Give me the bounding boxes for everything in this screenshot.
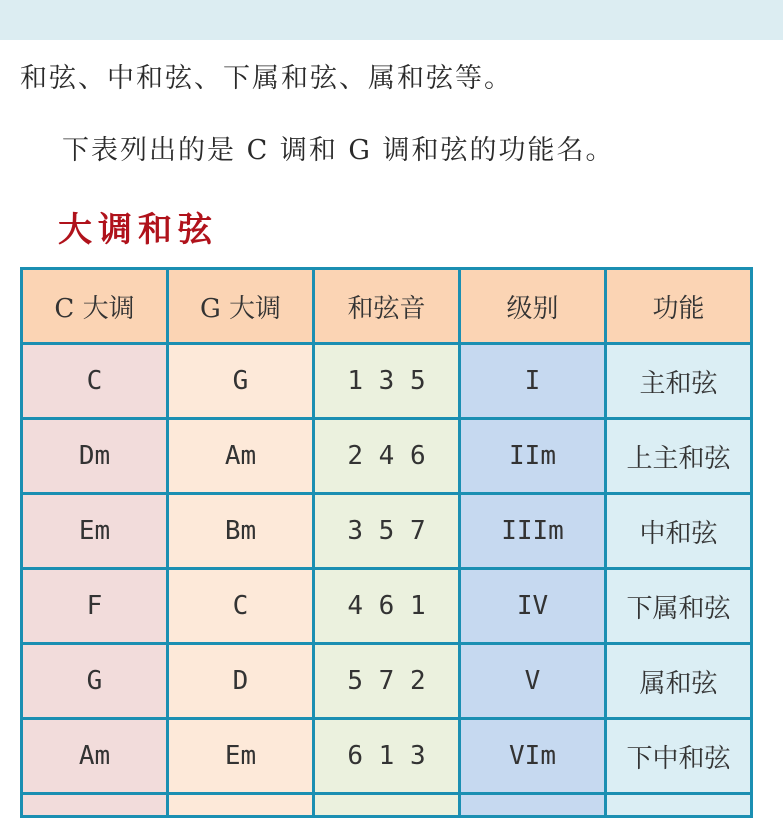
cell-chord-tones: 6 1 3 [314, 719, 460, 794]
header-degree: 级别 [460, 269, 606, 344]
table-row [22, 569, 752, 644]
table-row [22, 719, 752, 794]
cell-partial [22, 794, 168, 817]
cell-partial [314, 794, 460, 817]
cell-c-major: Dm [22, 419, 168, 494]
cell-c-major: Am [22, 719, 168, 794]
cell-c-major: G [22, 644, 168, 719]
table-row [22, 494, 752, 569]
section-title: 大调和弦 [58, 210, 218, 250]
cell-g-major: Em [168, 719, 314, 794]
table-row [22, 644, 752, 719]
table-row-partial [22, 794, 752, 817]
cell-degree: VIm [460, 719, 606, 794]
header-c-major: C 大调 [22, 269, 168, 344]
cell-function: 下中和弦 [606, 719, 752, 794]
cell-g-major: D [168, 644, 314, 719]
cell-c-major: Em [22, 494, 168, 569]
cell-degree: I [460, 344, 606, 419]
cell-partial [460, 794, 606, 817]
cell-g-major: C [168, 569, 314, 644]
cell-chord-tones: 2 4 6 [314, 419, 460, 494]
cell-function: 中和弦 [606, 494, 752, 569]
cell-c-major: F [22, 569, 168, 644]
cell-degree: IV [460, 569, 606, 644]
table-row [22, 419, 752, 494]
table-row [22, 344, 752, 419]
cell-function: 下属和弦 [606, 569, 752, 644]
cell-chord-tones: 3 5 7 [314, 494, 460, 569]
header-g-major: G 大调 [168, 269, 314, 344]
cell-function: 主和弦 [606, 344, 752, 419]
paragraph-line-1: 和弦、中和弦、下属和弦、属和弦等。 [20, 63, 513, 94]
cell-degree: IIIm [460, 494, 606, 569]
cell-function: 属和弦 [606, 644, 752, 719]
cell-degree: IIm [460, 419, 606, 494]
cell-chord-tones: 1 3 5 [314, 344, 460, 419]
table-header-row [22, 269, 752, 344]
header-chord-tones: 和弦音 [314, 269, 460, 344]
cell-partial [606, 794, 752, 817]
chord-table [20, 267, 753, 818]
cell-function: 上主和弦 [606, 419, 752, 494]
cell-chord-tones: 5 7 2 [314, 644, 460, 719]
cell-g-major: Bm [168, 494, 314, 569]
top-banner [0, 0, 783, 40]
cell-partial [168, 794, 314, 817]
header-function: 功能 [606, 269, 752, 344]
cell-c-major: C [22, 344, 168, 419]
cell-g-major: Am [168, 419, 314, 494]
paragraph-line-2: 下表列出的是 C 调和 G 调和弦的功能名。 [62, 135, 615, 166]
cell-chord-tones: 4 6 1 [314, 569, 460, 644]
cell-degree: V [460, 644, 606, 719]
cell-g-major: G [168, 344, 314, 419]
